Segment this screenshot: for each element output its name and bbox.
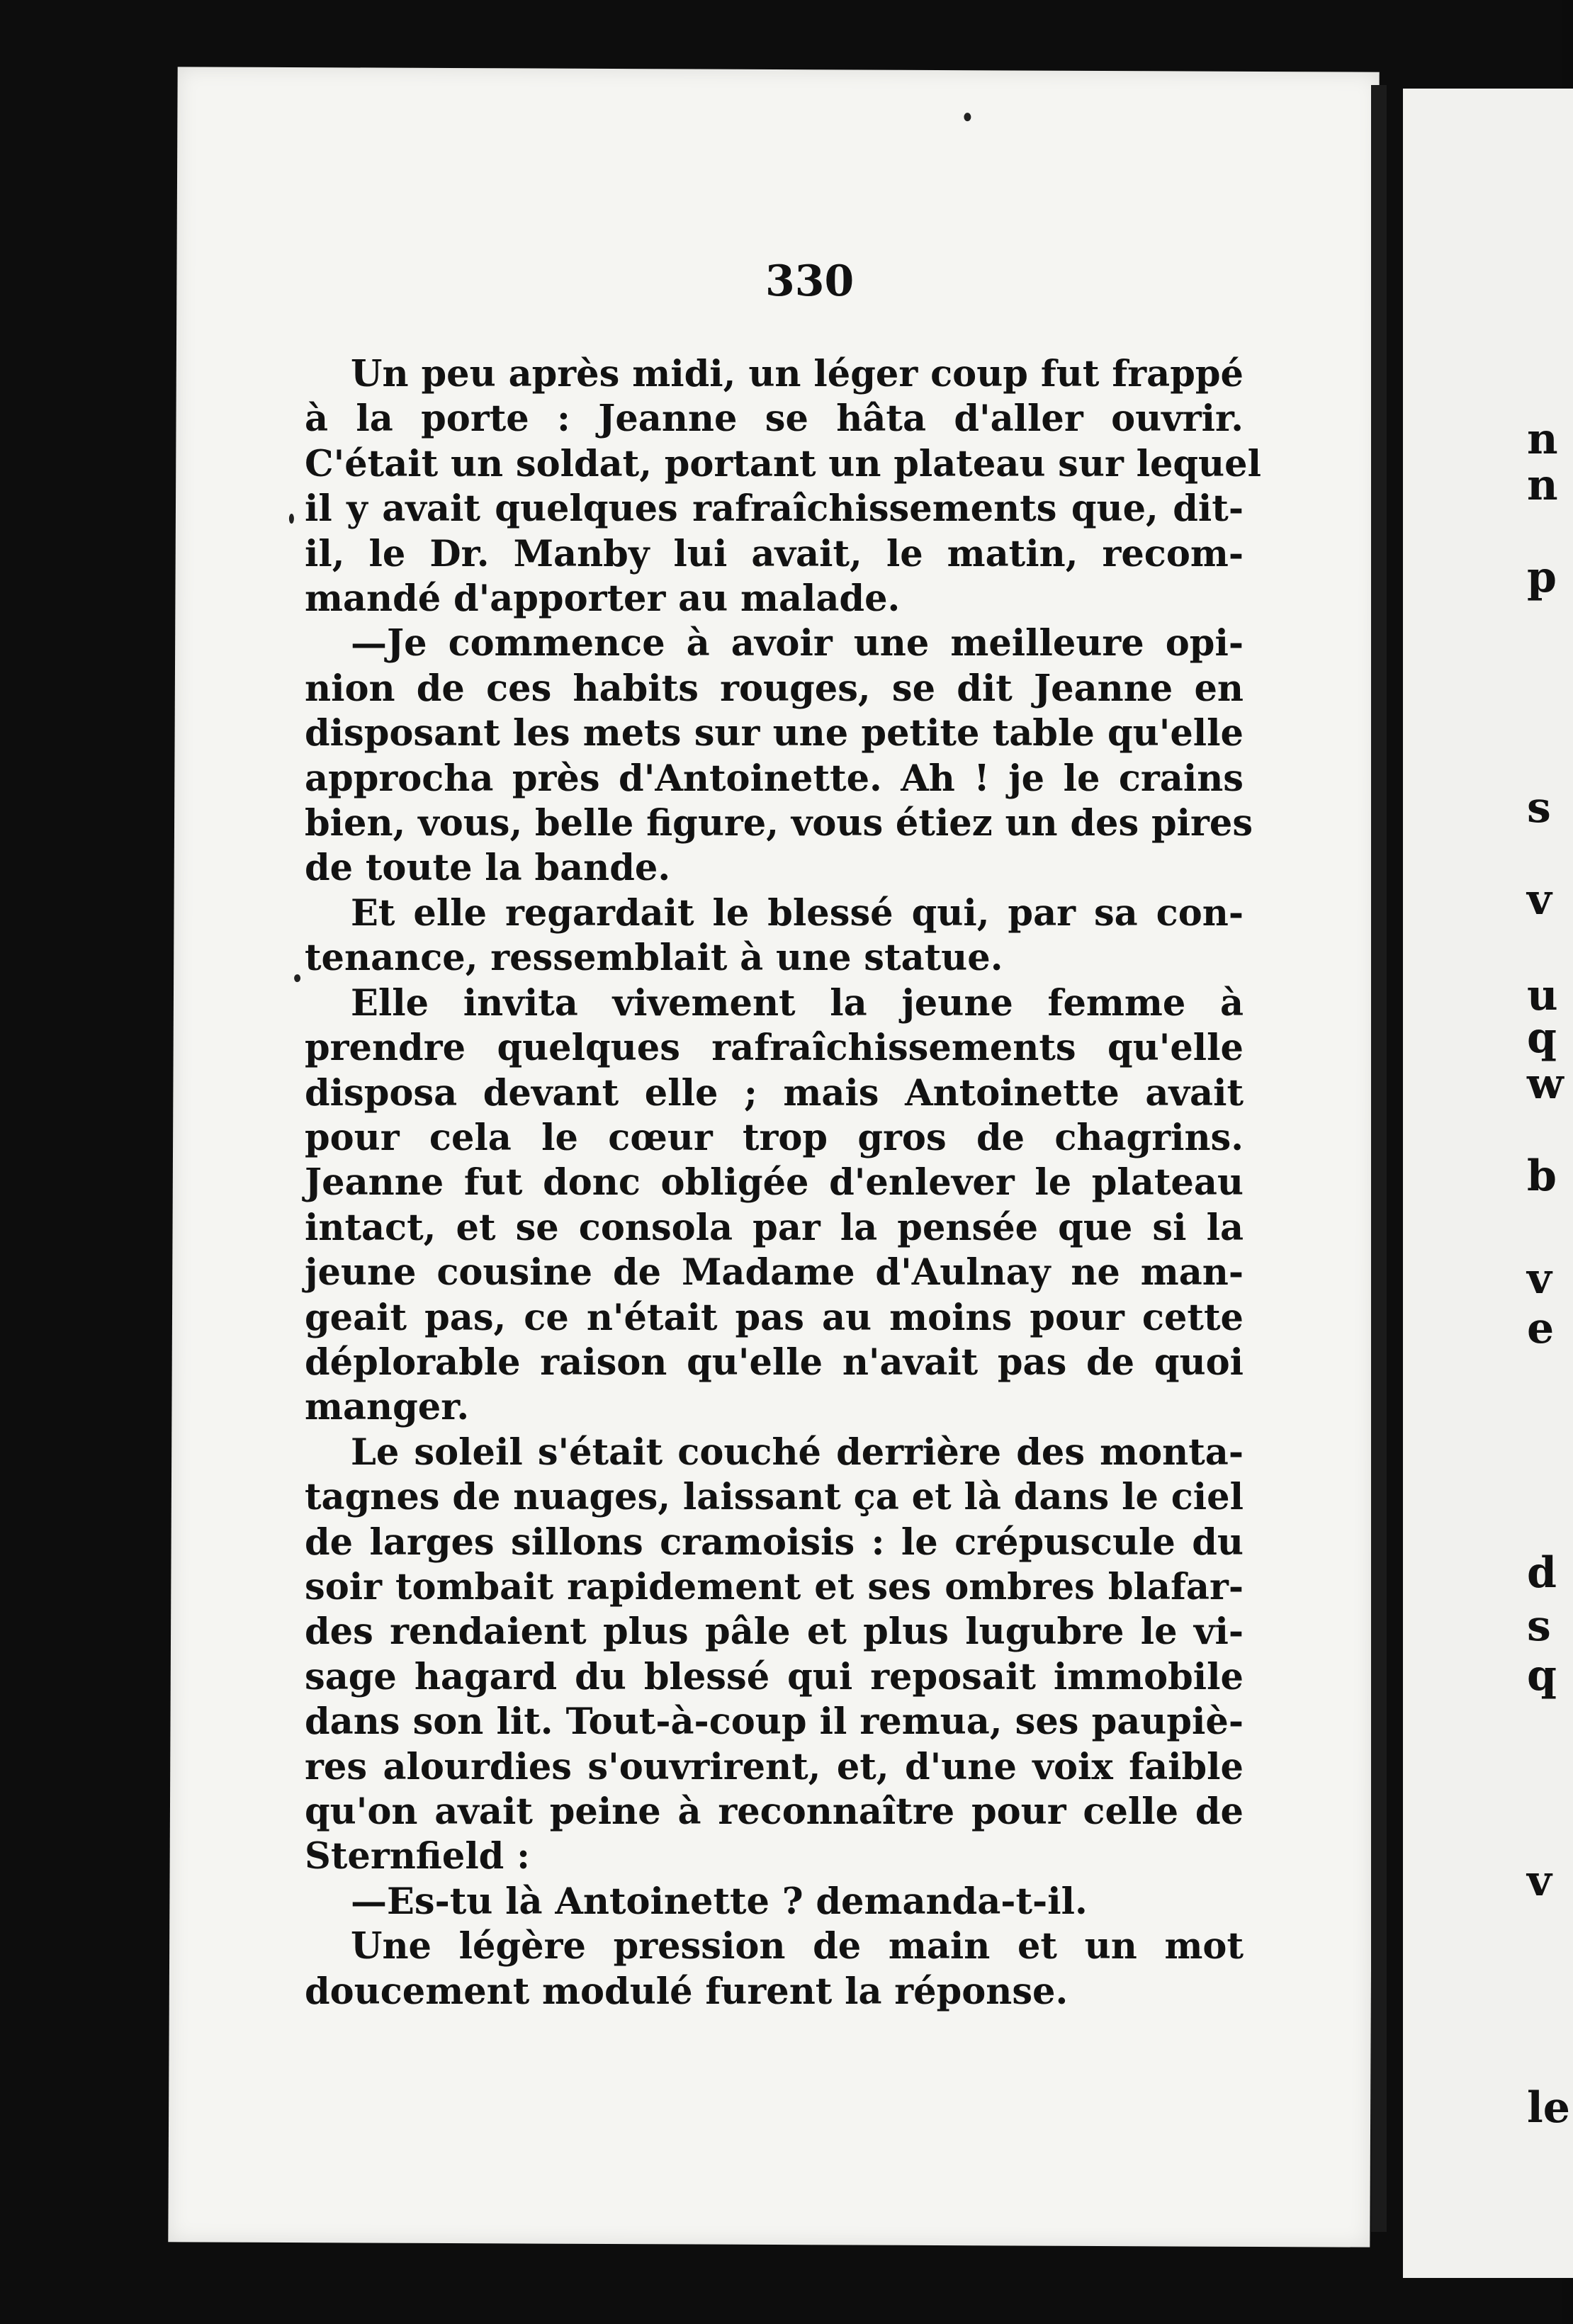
paragraph [305,1431,1244,1880]
paragraph [305,352,1261,621]
paragraph [305,621,1253,891]
text-line: Elle invita vivement la jeune femme à [351,981,1244,1025]
facing-fragment: d [1527,1548,1557,1598]
paragraph [305,1924,1244,2014]
ink-speck [964,113,971,121]
text-line: Un peu après midi, un léger coup fut frappé [351,353,1244,395]
facing-fragment: n [1527,414,1558,464]
facing-fragment: s [1527,783,1551,833]
text-line: il, le Dr. Manby lui avait, le matin, recom- [305,532,1244,575]
page-gutter [1371,85,1387,2232]
text-line: bien, vous, belle figure, vous étiez un des pires [305,802,1253,845]
text-line: doucement modulé furent la réponse. [305,1970,1069,2013]
text-line: res alourdies s'ouvrirent, et, d'une voix faible [305,1745,1244,1788]
facing-fragment: q [1527,1013,1557,1063]
paragraph [305,891,1244,981]
text-line: Jeanne fut donc obligée d'enlever le plateau [305,1161,1244,1205]
facing-fragment: n [1527,461,1558,510]
facing-fragment: u [1527,971,1558,1020]
text-line: geait pas, ce n'était pas au moins pour cette [305,1296,1244,1339]
text-line: prendre quelques rafraîchissements qu'elle [305,1027,1244,1070]
text-line: intact, et se consola par la pensée que si la [305,1206,1244,1249]
text-line: jeune cousine de Madame d'Aulnay ne man- [305,1251,1244,1294]
text-line: manger. [305,1386,470,1429]
paragraph [305,981,1244,1431]
text-line: disposa devant elle ; mais Antoinette avait [305,1071,1244,1115]
text-line: soir tombait rapidement et ses ombres blafar- [305,1565,1244,1608]
facing-fragment: p [1527,553,1557,602]
text-line: C'était un soldat, portant un plateau sur lequel [305,442,1261,485]
facing-fragment: v [1527,875,1552,925]
text-line: tagnes de nuages, laissant ça et là dans le ciel [305,1476,1244,1519]
text-line: nion de ces habits rouges, se dit Jeanne en [305,667,1244,710]
text-line: des rendaient plus pâle et plus lugubre le vi- [305,1611,1244,1654]
text-line: pour cela le cœur trop gros de chagrins. [305,1116,1244,1159]
body-text [305,352,1261,2014]
paragraph [305,1880,1244,1924]
page-number: 330 [765,256,855,306]
text-line: Et elle regardait le blessé qui, par sa con- [351,891,1244,935]
facing-fragment: v [1527,1856,1552,1906]
facing-fragment: b [1527,1151,1557,1201]
ink-speck [289,514,294,524]
text-line: tenance, ressemblait à une statue. [305,937,1003,980]
text-line: de larges sillons cramoisis : le crépuscule du [305,1521,1244,1564]
text-line: dans son lit. Tout-à-coup il remua, ses paupiè- [305,1700,1244,1744]
text-line: —Je commence à avoir une meilleure opi- [351,622,1244,665]
text-line: —Es-tu là Antoinette ? demanda-t-il. [351,1880,1088,1923]
text-line: mandé d'apporter au malade. [305,577,901,621]
facing-fragment: q [1527,1651,1557,1700]
text-line: Une légère pression de main et un mot [351,1925,1244,1968]
text-line: il y avait quelques rafraîchissements que, dit- [305,487,1244,531]
text-line: disposant les mets sur une petite table qu'elle [305,712,1244,755]
text-line: de toute la bande. [305,847,671,890]
ink-speck [294,974,300,982]
facing-fragment: w [1527,1059,1564,1109]
text-line: approcha près d'Antoinette. Ah ! je le crains [305,757,1244,800]
text-line: déplorable raison qu'elle n'avait pas de quoi [305,1341,1244,1384]
facing-fragment: e [1527,1304,1555,1353]
text-line: sage hagard du blessé qui reposait immobile [305,1655,1244,1698]
text-line: Sternfield : [305,1835,530,1878]
text-line: qu'on avait peine à reconnaître pour celle de [305,1790,1244,1833]
text-line: Le soleil s'était couché derrière des monta- [351,1431,1244,1474]
facing-fragment: le [1527,2083,1570,2133]
facing-fragment: v [1527,1254,1552,1304]
facing-fragment: s [1527,1601,1551,1651]
text-line: à la porte : Jeanne se hâta d'aller ouvrir. [305,397,1244,441]
facing-page-edge [1403,89,1573,2278]
